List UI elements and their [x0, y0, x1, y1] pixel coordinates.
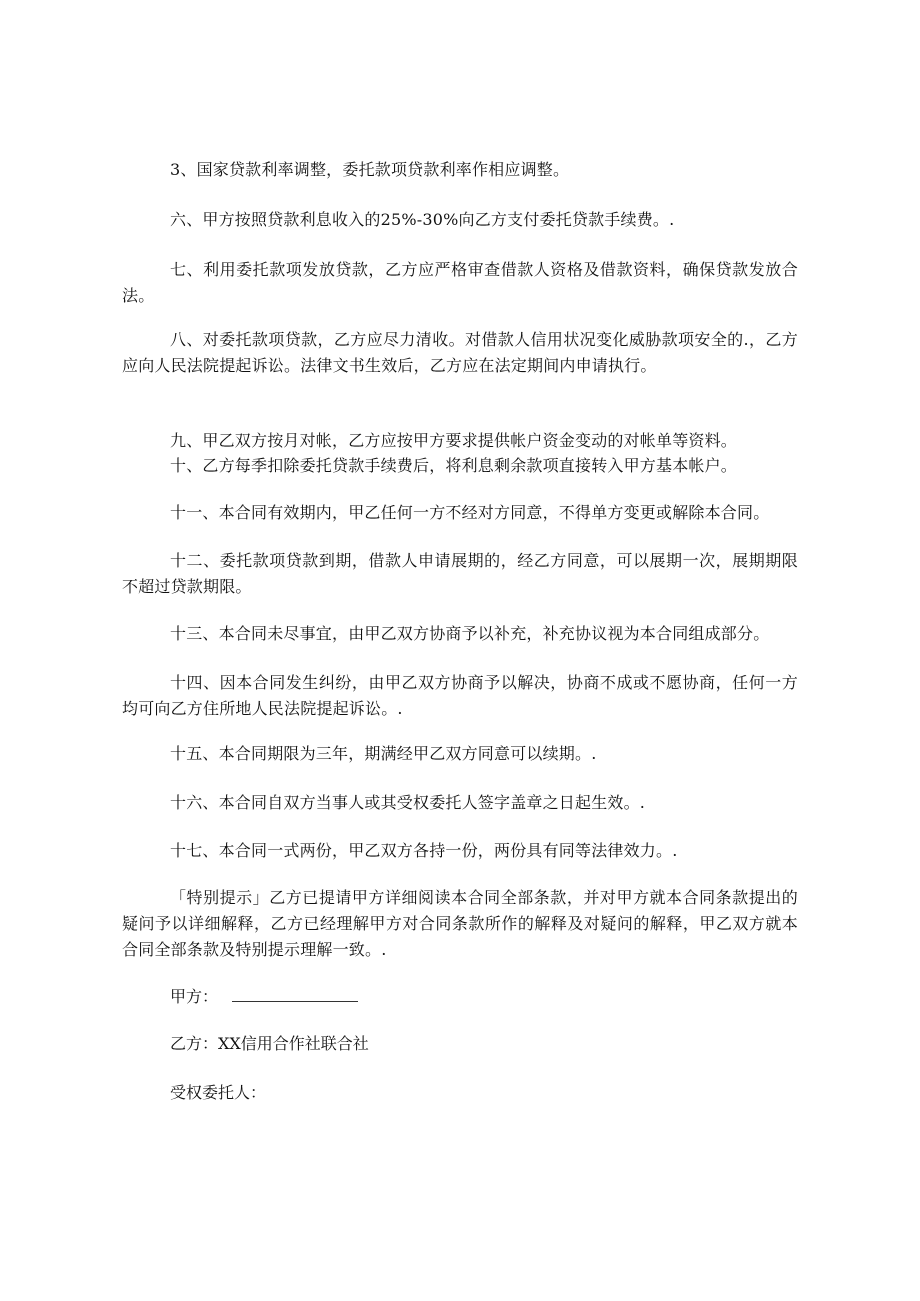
clause-7-lending: 七、利用委托款项发放贷款，乙方应严格审查借款人资格及借款资料，确保贷款发放合法。: [122, 260, 798, 305]
party-a-label: 甲方：: [170, 987, 219, 1006]
party-a-signature-line: [170, 983, 358, 1010]
clause-17-copies: 十七、本合同一式两份，甲乙双方各持一份，两份具有同等法律效力。.: [170, 841, 678, 860]
clause-15-term: 十五、本合同期限为三年，期满经甲乙双方同意可以续期。.: [170, 744, 597, 763]
clause-8-collection: 八、对委托款项贷款，乙方应尽力清收。对借款人信用状况变化威胁款项安全的.，乙方应向人民法院提起诉讼。法律文书生效后，乙方应在法定期间内申请执行。: [122, 330, 798, 375]
clause-6-fee: 六、甲方按照贷款利息收入的25%-30%向乙方支付委托贷款手续费。.: [170, 210, 675, 229]
clause-16-effective: 十六、本合同自双方当事人或其受权委托人签字盖章之日起生效。.: [170, 793, 646, 812]
authorized-agent-line: 受权委托人：: [170, 1083, 267, 1102]
clause-9-reconciliation: 九、甲乙双方按月对帐，乙方应按甲方要求提供帐户资金变动的对帐单等资料。: [170, 431, 738, 450]
clause-13-supplement: 十三、本合同未尽事宜，由甲乙双方协商予以补充，补充协议视为本合同组成部分。: [170, 624, 770, 643]
party-a-blank: [232, 983, 358, 1002]
clause-14-dispute: 十四、因本合同发生纠纷，由甲乙双方协商予以解决，协商不成或不愿协商，任何一方均可向乙方住所地人民法院提起诉讼。.: [122, 673, 798, 718]
clause-12-extension: 十二、委托款项贷款到期，借款人申请展期的，经乙方同意，可以展期一次，展期期限不超过贷款期限。: [122, 551, 798, 596]
clause-interest-adjustment: 3、国家贷款利率调整，委托款项贷款利率作相应调整。: [170, 160, 570, 179]
clause-10-interest-transfer: 十、乙方每季扣除委托贷款手续费后，将利息剩余款项直接转入甲方基本帐户。: [170, 456, 738, 475]
party-b-signature-line: 乙方：XX信用合作社联合社: [170, 1034, 369, 1053]
clause-11-validity: 十一、本合同有效期内，甲乙任何一方不经对方同意，不得单方变更或解除本合同。: [170, 503, 770, 522]
special-notice: 「特别提示」乙方已提请甲方详细阅读本合同全部条款，并对甲方就本合同条款提出的疑问予以详细解释，乙方已经理解甲方对合同条款所作的解释及对疑问的解释，甲乙双方就本合同全部条款及特别提示理解一致。.: [122, 888, 798, 959]
